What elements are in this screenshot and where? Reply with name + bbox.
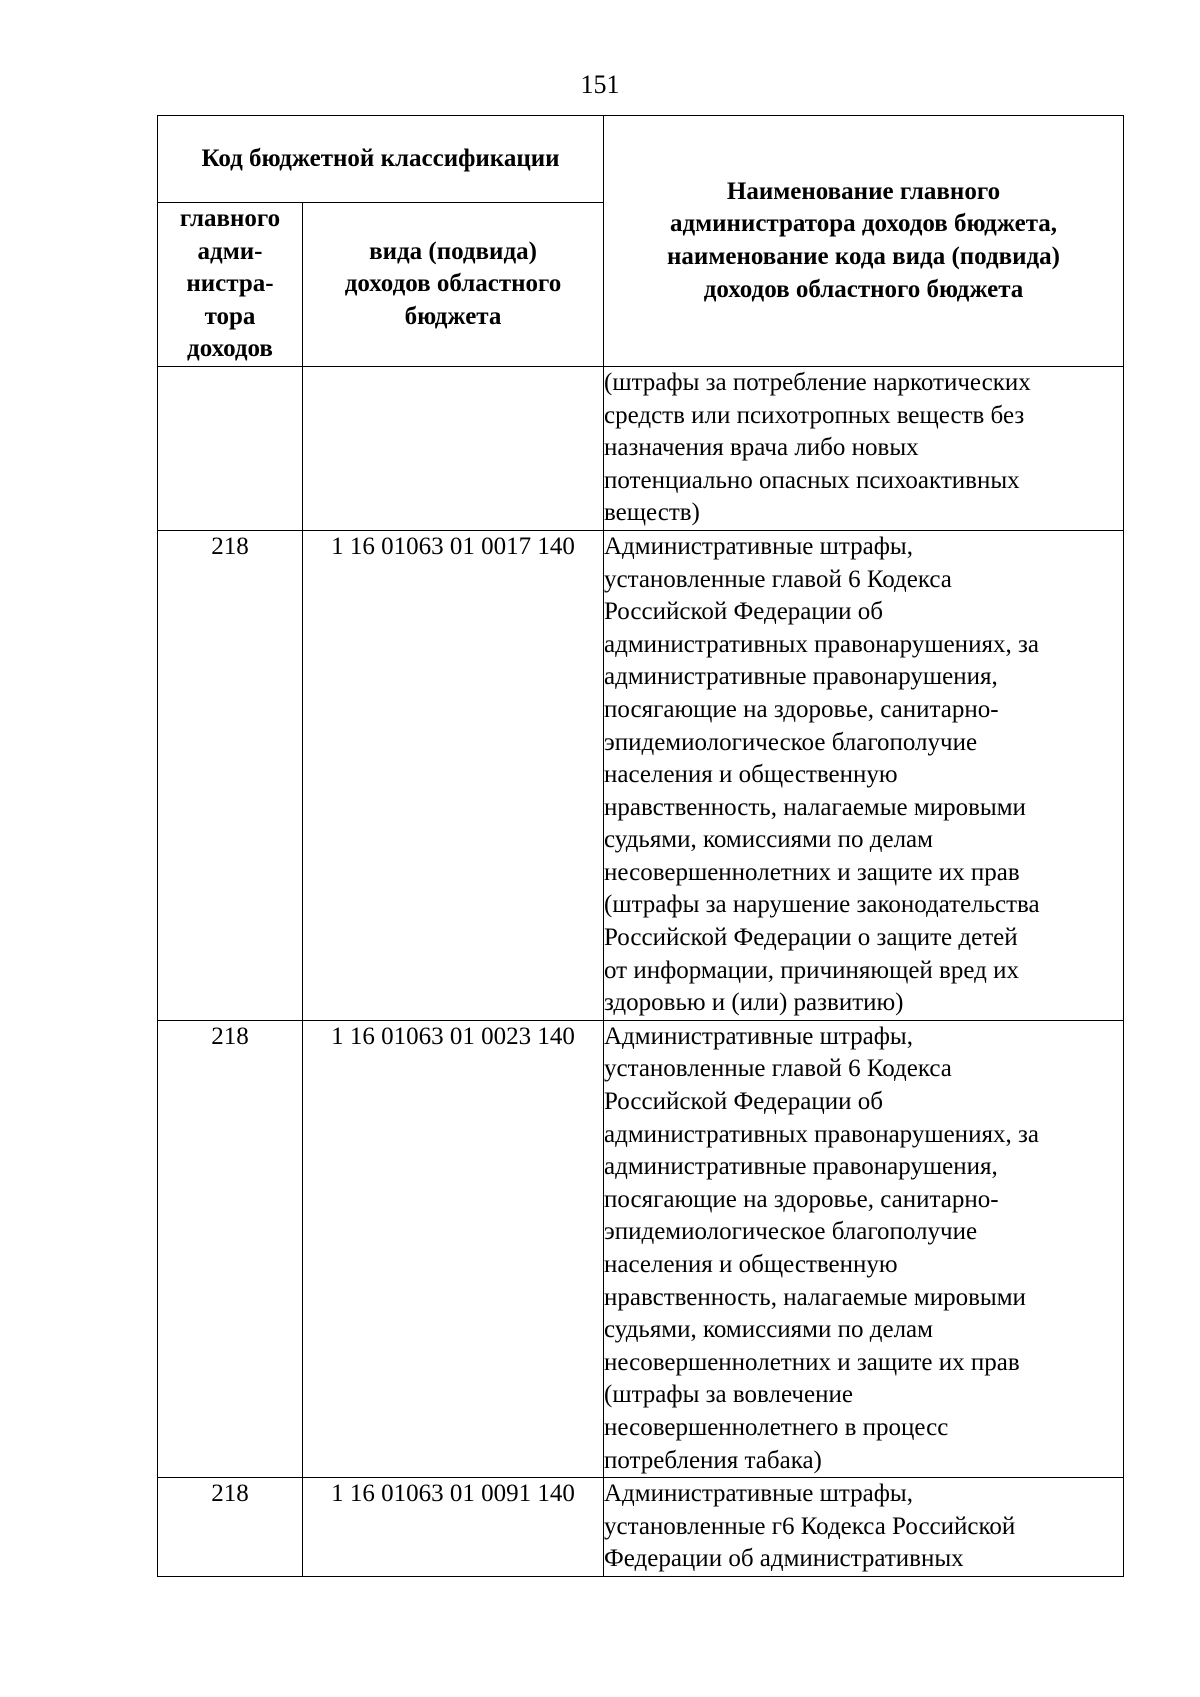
description-line: (штрафы за потребление наркотических <box>604 368 1031 396</box>
description-line: эпидемиологическое благополучие <box>604 728 978 756</box>
description-line: установленные г6 Кодекса Российской <box>604 1512 1016 1540</box>
description-line: несовершеннолетних и защите их прав <box>604 858 1020 886</box>
description-line: нравственность, налагаемые мировыми <box>604 1283 1026 1311</box>
header-kbk: Код бюджетной классификации <box>158 116 604 203</box>
description-line: административных правонарушениях, за <box>604 1120 1039 1148</box>
description-line: эпидемиологическое благополучие <box>604 1218 978 1246</box>
admin-code-cell <box>158 366 303 530</box>
table-row <box>158 1020 1124 1477</box>
description-line: нравственность, налагаемые мировыми <box>604 793 1026 821</box>
admin-code-cell: 218 <box>158 1020 303 1477</box>
header-type-line: доходов областного <box>344 270 562 298</box>
description-line: несовершеннолетних и защите их прав <box>604 1348 1020 1376</box>
header-name-line: администратора доходов бюджета, <box>669 210 1058 238</box>
description-line: установленные главой 6 Кодекса <box>604 565 952 593</box>
description-line: Российской Федерации об <box>604 598 883 626</box>
header-name-line: Наименование главного <box>726 177 1001 205</box>
description-line: (штрафы за нарушение законодательства <box>604 891 1040 919</box>
description-line: Российской Федерации об <box>604 1088 883 1116</box>
type-code-cell <box>303 366 604 530</box>
type-code-cell: 1 16 01063 01 0023 140 <box>303 1020 604 1477</box>
description-line: веществ) <box>604 499 700 527</box>
page-number: 151 <box>580 70 620 99</box>
description-line: Административные штрафы, <box>604 532 913 560</box>
description-cell <box>604 1478 1124 1577</box>
header-admin <box>158 203 303 367</box>
description-line: несовершеннолетнего в процесс <box>604 1413 949 1441</box>
header-type <box>303 203 604 367</box>
admin-code-cell: 218 <box>158 1478 303 1577</box>
description-line: судьями, комиссиями по делам <box>604 826 933 854</box>
description-line: от информации, причиняющей вред их <box>604 956 1019 984</box>
description-line: населения и общественную <box>604 1251 898 1278</box>
header-admin-line: тора <box>204 302 256 330</box>
description-line: здоровью и (или) развитию) <box>604 989 904 1017</box>
description-line: посягающие на здоровье, санитарно- <box>604 695 999 723</box>
description-cell <box>604 530 1124 1020</box>
header-admin-line: нистра- <box>186 270 274 298</box>
description-line: (штрафы за вовлечение <box>604 1381 853 1409</box>
table-row <box>158 366 1124 530</box>
description-line: Федерации об административных <box>604 1545 964 1573</box>
admin-code-cell: 218 <box>158 530 303 1020</box>
table-row <box>158 530 1124 1020</box>
description-line: посягающие на здоровье, санитарно- <box>604 1185 999 1213</box>
description-line: административные правонарушения, <box>604 1153 998 1181</box>
header-type-line: вида (подвида) <box>369 237 537 265</box>
table-header <box>158 116 1124 367</box>
description-line: населения и общественную <box>604 761 898 789</box>
header-admin-line: доходов <box>187 335 273 363</box>
description-line: административные правонарушения, <box>604 663 998 691</box>
description-line: назначения врача либо новых <box>604 434 919 462</box>
header-name-line: наименование кода вида (подвида) <box>667 242 1060 270</box>
description-line: потребления табака) <box>604 1446 822 1474</box>
description-cell <box>604 366 1124 530</box>
description-line: Административные штрафы, <box>604 1022 913 1050</box>
header-admin-line: адми- <box>197 237 263 265</box>
header-name-line: доходов областного бюджета <box>703 275 1024 303</box>
type-code-cell: 1 16 01063 01 0017 140 <box>303 530 604 1020</box>
description-line: административных правонарушениях, за <box>604 630 1039 658</box>
table-body <box>158 366 1124 1576</box>
description-cell <box>604 1020 1124 1477</box>
description-line: установленные главой 6 Кодекса <box>604 1055 952 1083</box>
description-line: Российской Федерации о защите детей <box>604 924 1018 952</box>
description-line: судьями, комиссиями по делам <box>604 1316 933 1344</box>
table-row <box>158 1478 1124 1577</box>
header-type-line: бюджета <box>404 302 502 330</box>
description-line: Административные штрафы, <box>604 1480 913 1508</box>
header-admin-line: главного <box>179 205 281 232</box>
description-line: потенциально опасных психоактивных <box>604 466 1020 494</box>
type-code-cell: 1 16 01063 01 0091 140 <box>303 1478 604 1577</box>
budget-classification-table <box>157 115 1124 1577</box>
description-line: средств или психотропных веществ без <box>604 401 1025 429</box>
header-name <box>604 116 1124 367</box>
